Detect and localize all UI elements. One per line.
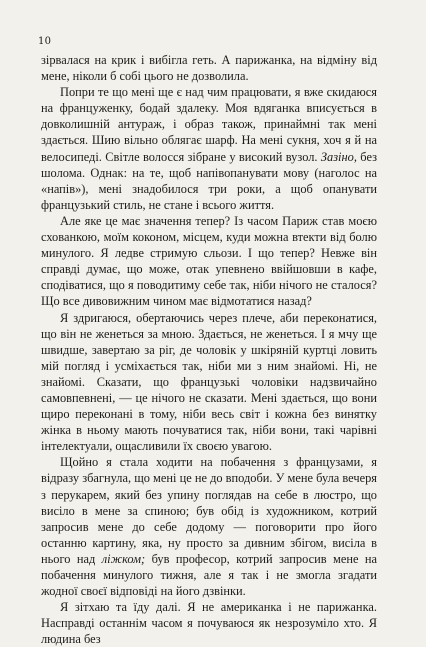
italic-text: ліжком; <box>101 551 146 566</box>
paragraph <box>41 599 377 647</box>
text-run: Попри те що мені ще є над чим працювати, я вже скидаюся на француженку, бодай здалеку. Моя вдяганка вписується в довколишній антураж, і образ також, принаймні так мені здається. Шию вільно облягає шарф. На мені сукня, хоч я й на велосипеді. Світле волосся зібране у високий вузол. <box>41 85 377 164</box>
text-run: Щойно я стала ходити на побачення з французами, я відразу збагнула, що мені це не до вподоби. У мене була вечеря з перукарем, який без упину поглядав на себе в люстро, що висіло в мене за спиною; був обід із художником, котрий запросив мене до себе додому — поговорити про його останню картину, яка, ну просто за дивним збігом, висіла в нього над <box>41 455 377 566</box>
text-run: Я зітхаю та їду далі. Я не американка і не парижанка. Насправді останнім часом я почуваюся як незрозуміло хто. Я людина без <box>41 600 377 647</box>
text-run: Я здригаюся, обертаючись через плече, аби переконатися, що він не женеться за мною. Здається, не женеться. І я мчу ще швидше, завертаю за ріг, де чоловік у шкіряній куртці ловить мій погляд і усміхається так, ніби ми з ним знайомі. Ні, не знайомі. Сказати, що французькі чоловіки надзвичайно самовпевнені, — це нічого не сказати. Мені здається, що вони щиро переконані в тому, ніби весь світ і кожна без винятку жінка в ньому мають почуватися так, ніби вони, такі чарівні інтелектуали, ощасливили їх своєю увагою. <box>41 310 377 454</box>
body-text <box>41 52 377 647</box>
text-run: був професор, котрий запросив мене на побачення минулого тижня, але я так і не змогла згадати жодної своєї відповіді на його дзвінки. <box>41 551 377 599</box>
text-run: без шолома. Однак: на те, щоб напівопанувати мову (наголос на «напів»), мені знадобилося три роки, а щоб опанувати французький стиль, не стане і всього життя. <box>41 149 377 212</box>
text-run: зірвалася на крик і вибігла геть. А парижанка, на відміну від мене, ніколи б собі цього не дозволила. <box>41 53 377 84</box>
paragraph <box>41 52 377 84</box>
paragraph <box>41 84 377 213</box>
page-number: 10 <box>38 36 52 47</box>
paragraph <box>41 310 377 455</box>
italic-text: Зазіно, <box>320 149 357 164</box>
paragraph <box>41 454 377 599</box>
text-run: Але яке це має значення тепер? Із часом Париж став моєю схованкою, моїм коконом, місцем, куди можна втекти від болю минулого. Я ледве стримую сльози. І що тепер? Невже він справді думає, що може, отак упевнено ввійшовши в кафе, сподіватися, що я поводитиму себе так, ніби нічого не сталося? Що все дивовижним чином має відмотатися назад? <box>41 213 377 309</box>
paragraph <box>41 213 377 310</box>
